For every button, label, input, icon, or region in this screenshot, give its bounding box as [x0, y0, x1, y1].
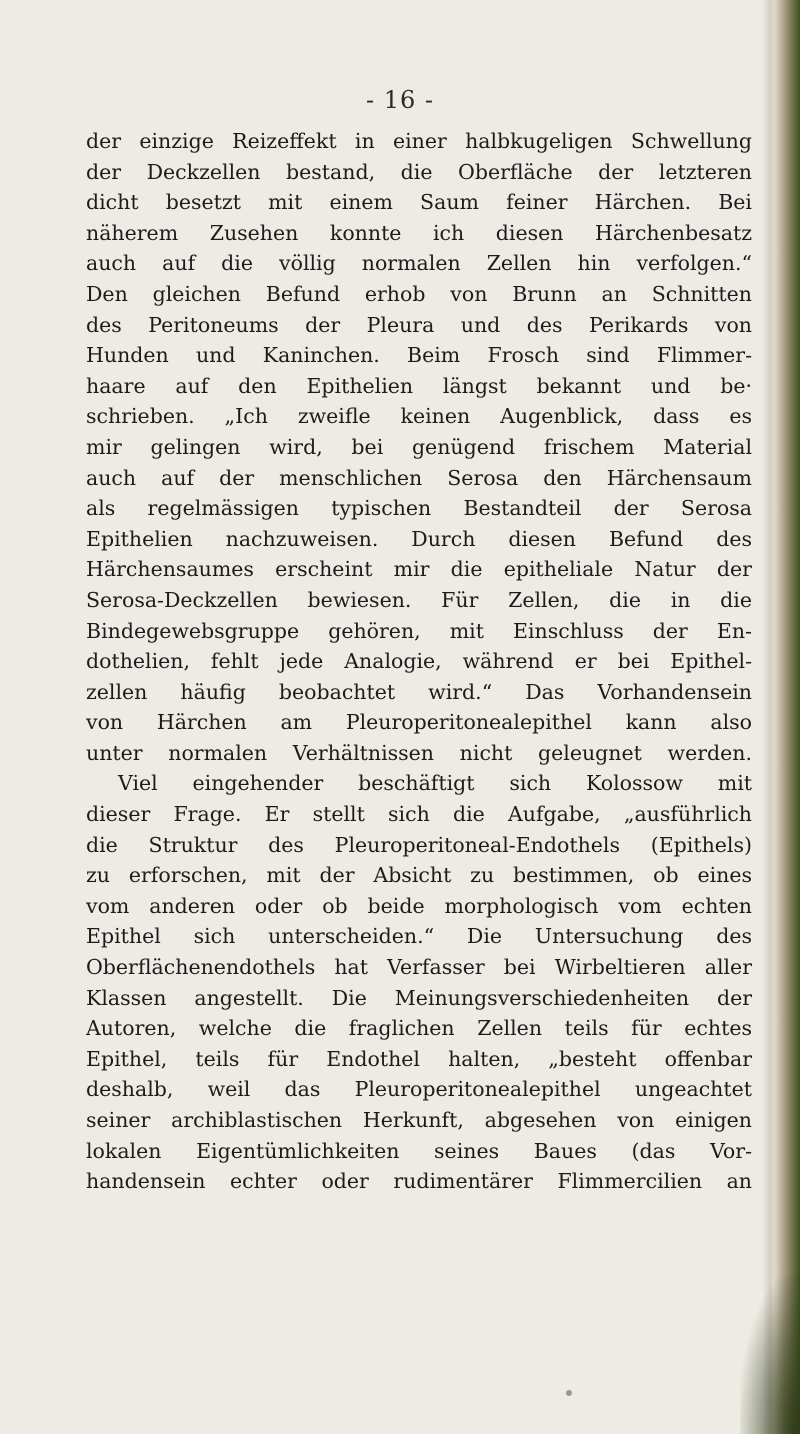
- text-line: Hunden und Kaninchen. Beim Frosch sind Flimmer-: [86, 343, 752, 368]
- text-line: dicht besetzt mit einem Saum feiner Härchen. Bei: [86, 190, 752, 215]
- text-line: Den gleichen Befund erhob von Brunn an Schnitten: [86, 281, 752, 306]
- paragraph-start-line: Viel eingehender beschäftigt sich Kolossow mit: [118, 771, 752, 796]
- text-line: Epithel sich unterscheiden.“ Die Untersuchung des: [86, 924, 752, 949]
- body-text: [86, 126, 752, 1197]
- text-line: die Struktur des Pleuroperitoneal-Endothels (Epithels): [86, 832, 752, 857]
- text-line: näherem Zusehen konnte ich diesen Härchenbesatz: [86, 220, 752, 245]
- page-number: - 16 -: [365, 86, 434, 114]
- text-line: handensein echter oder rudimentärer Flimmercilien an: [86, 1169, 752, 1194]
- text-line: dothelien, fehlt jede Analogie, während er bei Epithel-: [86, 649, 752, 674]
- text-line: von Härchen am Pleuroperitonealepithel kann also: [86, 710, 752, 735]
- text-line: mir gelingen wird, bei genügend frischem Material: [86, 434, 752, 459]
- text-line: zellen häufig beobachtet wird.“ Das Vorhandensein: [86, 679, 752, 704]
- text-line: lokalen Eigentümlichkeiten seines Baues (das Vor-: [86, 1138, 752, 1163]
- text-line: auch auf der menschlichen Serosa den Härchensaum: [86, 465, 752, 490]
- text-line: des Peritoneums der Pleura und des Perikards von: [86, 312, 752, 337]
- text-line: der einzige Reizeffekt in einer halbkugeligen Schwellung: [86, 129, 752, 153]
- text-line: deshalb, weil das Pleuroperitonealepithel ungeachtet: [86, 1077, 752, 1102]
- text-line: als regelmässigen typischen Bestandteil der Serosa: [86, 496, 752, 521]
- text-line: auch auf die völlig normalen Zellen hin verfolgen.“: [86, 251, 752, 276]
- text-line: zu erforschen, mit der Absicht zu bestimmen, ob eines: [86, 863, 752, 888]
- text-line: Epithel, teils für Endothel halten, „besteht offenbar: [86, 1046, 752, 1071]
- text-line: schrieben. „Ich zweifle keinen Augenblick, dass es: [86, 404, 752, 429]
- text-line: unter normalen Verhältnissen nicht geleugnet werden.: [86, 740, 752, 765]
- text-line: vom anderen oder ob beide morphologisch vom echten: [86, 893, 752, 918]
- text-line: Oberflächenendothels hat Verfasser bei Wirbeltieren aller: [86, 955, 752, 980]
- text-line: dieser Frage. Er stellt sich die Aufgabe, „ausführlich: [86, 802, 752, 827]
- text-line: Klassen angestellt. Die Meinungsverschiedenheiten der: [86, 985, 752, 1010]
- text-line: haare auf den Epithelien längst bekannt und be·: [86, 373, 752, 398]
- text-line: der Deckzellen bestand, die Oberfläche der letzteren: [86, 159, 752, 184]
- text-line: Serosa-Deckzellen bewiesen. Für Zellen, die in die: [86, 587, 752, 612]
- text-line: seiner archiblastischen Herkunft, abgesehen von einigen: [86, 1108, 752, 1132]
- text-line: Autoren, welche die fraglichen Zellen teils für echtes: [86, 1016, 752, 1041]
- text-line: Härchensaumes erscheint mir die epitheliale Natur der: [86, 557, 752, 582]
- text-line: Bindegewebsgruppe gehören, mit Einschluss der En-: [86, 618, 752, 643]
- book-binding-edge: [766, 0, 800, 1434]
- paper-speck: [566, 1390, 572, 1396]
- text-line: Epithelien nachzuweisen. Durch diesen Befund des: [86, 526, 752, 551]
- binding-corner-shade: [740, 1274, 800, 1434]
